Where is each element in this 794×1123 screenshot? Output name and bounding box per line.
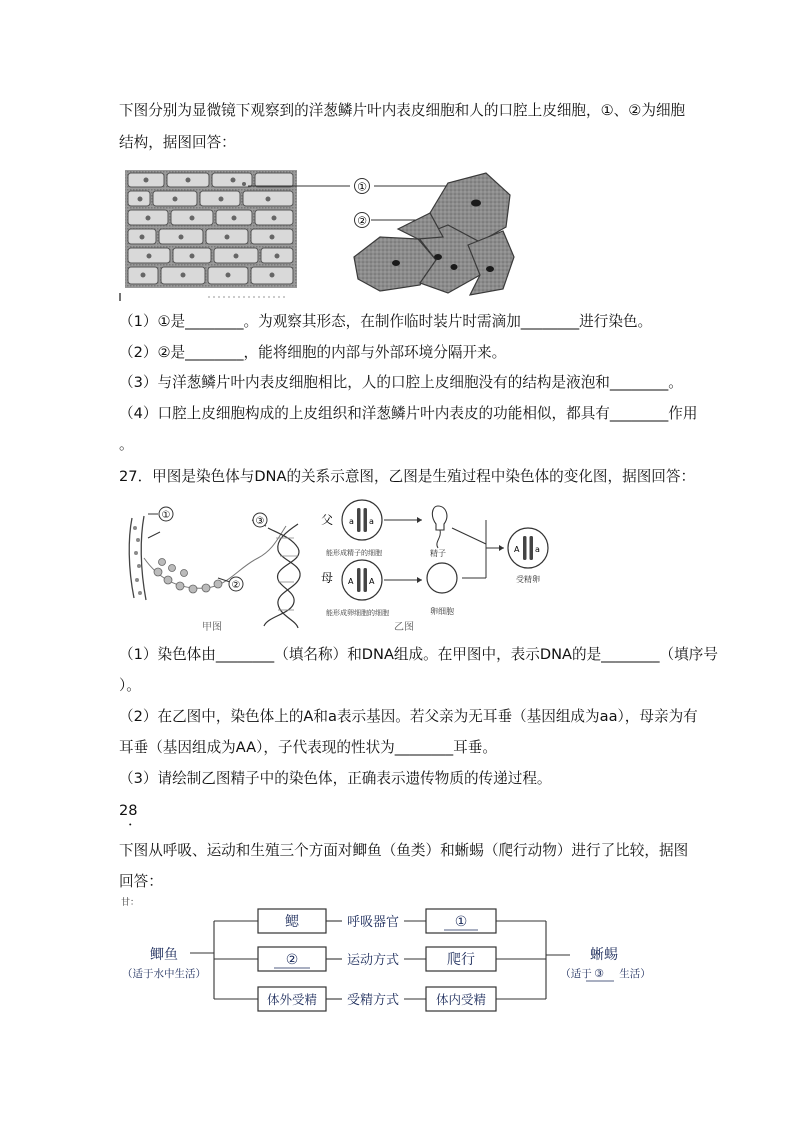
father-gene-left: a: [349, 517, 354, 526]
q26-sub4-line1: （4）口腔上皮细胞构成的上皮组织和洋葱鳞片叶内表皮的功能相似，都具有________作用: [119, 405, 698, 422]
q26-sub3: （3）与洋葱鳞片叶内表皮细胞相比，人的口腔上皮细胞没有的结构是液泡和________。: [119, 374, 683, 391]
father-label: 父: [321, 513, 334, 527]
egg-label: 卵细胞: [430, 607, 454, 616]
callout-1: ①: [357, 180, 367, 194]
egg-cell-label: 能形成卵细胞的细胞: [326, 609, 389, 617]
row-movement-left: ②: [285, 952, 299, 968]
yi-caption: 乙图: [394, 622, 414, 633]
row-fertilization-category: 受精方式: [346, 993, 400, 1008]
q26-sub2: （2）②是________，能将细胞的内部与外部环境分隔开来。: [119, 344, 507, 361]
cell-micrograph-figure: [118, 165, 518, 302]
left-animal: 鲫鱼: [150, 947, 178, 963]
mother-gene-left: A: [348, 577, 354, 586]
q28-number: 28: [119, 802, 138, 819]
mother-gene-right: A: [369, 577, 375, 586]
jia-label-2: ②: [231, 580, 241, 591]
zygote-label: 受精卵: [516, 575, 540, 584]
sperm-label: 精子: [430, 549, 446, 558]
left-habitat: （适于水中生活）: [122, 968, 206, 980]
row-breathing-left: 鳃: [285, 914, 299, 930]
mother-label: 母: [321, 571, 334, 585]
right-habitat-suffix: 生活）: [619, 968, 651, 980]
q27-sub2-line2: 耳垂（基因组成为AA），子代表现的性状为________耳垂。: [119, 739, 497, 756]
q28-intro-line2: 回答：: [119, 873, 163, 890]
right-habitat-blank: ③: [594, 967, 604, 980]
q28-dot: ．: [128, 812, 143, 829]
q26-sub4-line2: 。: [119, 436, 134, 453]
right-habitat-prefix: （适于: [560, 968, 592, 980]
q27-sub1-line2: ）。: [119, 677, 141, 694]
q26-sub1: （1）①是________。为观察其形态，在制作临时装片时需滴加________进行染色。: [119, 313, 653, 330]
zygote-gene-left: A: [514, 545, 520, 554]
q27-intro: 27．甲图是染色体与DNA的关系示意图，乙图是生殖过程中染色体的变化图，据图回答：: [119, 468, 696, 485]
sperm-cell-label: 能形成精子的细胞: [326, 549, 382, 557]
jia-label-3: ③: [255, 516, 265, 527]
q27-sub1-line1: （1）染色体由________（填名称）和DNA组成。在甲图中，表示DNA的是________（填序号: [119, 646, 718, 663]
father-gene-right: a: [369, 517, 374, 526]
q26-intro-line2: 结构，据图回答：: [119, 134, 236, 151]
row-fertilization-left: 体外受精: [266, 992, 318, 1007]
egg-shape: [427, 563, 457, 593]
reproduction-chromosome-figure: [318, 498, 564, 638]
cheek-epithelial-cells: [354, 173, 514, 295]
q27-sub2-line1: （2）在乙图中，染色体上的A和a表示基因。若父亲为无耳垂（基因组成为aa），母亲为有: [119, 708, 698, 725]
row-breathing-right: ①: [454, 914, 468, 930]
row-breathing-category: 呼吸器官: [346, 915, 400, 930]
row-fertilization-right: 体内受精: [435, 992, 487, 1007]
q28-intro-line1: 下图从呼吸、运动和生殖三个方面对鲫鱼（鱼类）和蜥蜴（爬行动物）进行了比较，据图: [119, 842, 689, 859]
onion-epidermis-cells: [120, 170, 297, 301]
corner-mark: 甘：: [121, 898, 140, 908]
zygote-gene-right: a: [535, 545, 540, 554]
row-movement-category: 运动方式: [346, 953, 400, 968]
right-animal: 蜥蜴: [590, 947, 618, 963]
jia-caption: 甲图: [202, 622, 222, 633]
sperm-shape: [432, 506, 447, 548]
q26-intro-line1: 下图分别为显微镜下观察到的洋葱鳞片叶内表皮细胞和人的口腔上皮细胞，①、②为细胞: [119, 102, 686, 119]
callout-2: ②: [357, 214, 367, 228]
row-movement-right: 爬行: [447, 952, 475, 968]
chromosome-dna-figure: [118, 498, 318, 638]
jia-label-1: ①: [161, 510, 171, 521]
q27-sub3: （3）请绘制乙图精子中的染色体，正确表示遗传物质的传递过程。: [119, 770, 552, 787]
fish-lizard-comparison-diagram: [118, 895, 658, 1013]
